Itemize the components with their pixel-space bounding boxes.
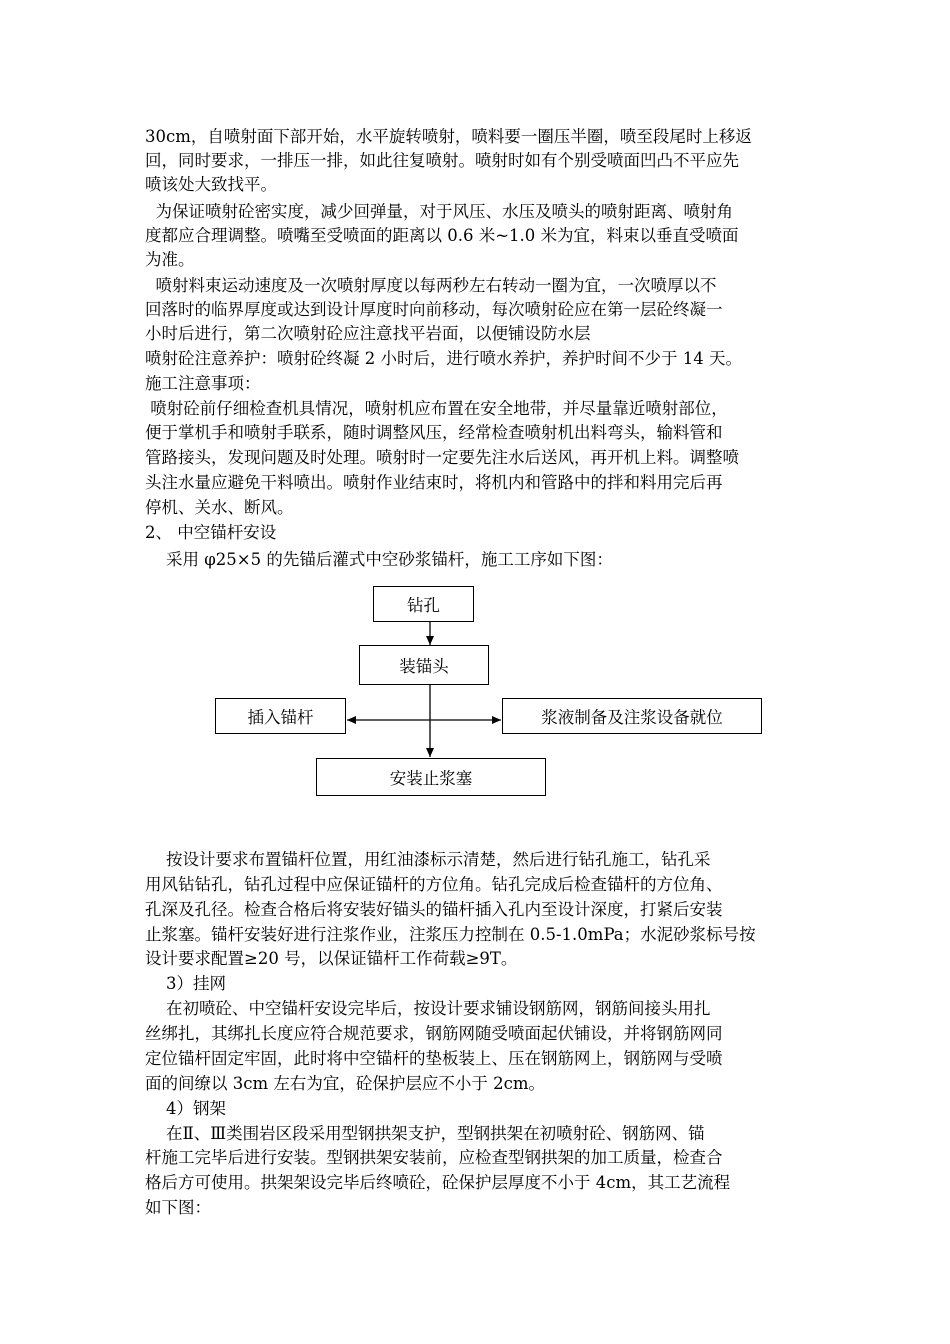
- text-line: 面的间缭以 3cm 左右为宜，砼保护层应不小于 2cm。: [145, 1074, 546, 1093]
- flow-step-insert-anchor: 插入锚杆: [215, 698, 346, 734]
- text-line: 止浆塞。锚杆安装好进行注浆作业，注浆压力控制在 0.5-1.0mPa；水泥砂浆标号按: [145, 925, 756, 944]
- flow-step-install-stopper: 安装止浆塞: [316, 758, 546, 796]
- text-line: 为准。: [145, 250, 195, 269]
- text-line: 停机、关水、断风。: [145, 498, 294, 517]
- flow-step-drill: 钻孔: [373, 586, 474, 622]
- text-line: 回落时的临界厚度或达到设计厚度时向前移动，每次喷射砼应在第一层砼终凝一: [145, 300, 723, 319]
- text-line: 喷该处大致找平。: [145, 175, 277, 194]
- text-line: 在初喷砼、中空锚杆安设完毕后，按设计要求铺设钢筋网，钢筋间接头用扎: [145, 999, 711, 1018]
- flow-step-grout-prep: 浆液制备及注浆设备就位: [502, 698, 762, 734]
- text-line: 度都应合理调整。喷嘴至受喷面的距离以 0.6 米~1.0 米为宜，料束以垂直受喷面: [145, 226, 739, 245]
- text-line: 便于掌机手和喷射手联系，随时调整风压，经常检查喷射机出料弯头，输料管和: [145, 423, 723, 442]
- section-heading-mesh: 3）挂网: [145, 974, 226, 993]
- section-heading-anchor-install: 2、 中空锚杆安设: [145, 523, 277, 542]
- text-line: 回，同时要求，一排压一排，如此往复喷射。喷射时如有个别受喷面凹凸不平应先: [145, 151, 739, 170]
- text-line: 孔深及孔径。检查合格后将安装好锚头的锚杆插入孔内至设计深度，打紧后安装: [145, 900, 723, 919]
- text-line: 在Ⅱ、Ⅲ类围岩区段采用型钢拱架支护，型钢拱架在初喷射砼、钢筋网、锚: [145, 1124, 705, 1143]
- text-line: 喷射砼注意养护：喷射砼终凝 2 小时后，进行喷水养护，养护时间不少于 14 天。: [145, 349, 742, 368]
- flow-step-install-head: 装锚头: [359, 645, 489, 685]
- text-line: 用风钻钻孔，钻孔过程中应保证锚杆的方位角。钻孔完成后检查锚杆的方位角、: [145, 875, 723, 894]
- text-line: 头注水量应避免干料喷出。喷射作业结束时，将机内和管路中的拌和料用完后再: [145, 473, 723, 492]
- text-line: 施工注意事项：: [145, 374, 261, 393]
- section-intro: 采用 φ25×5 的先锚后灌式中空砂浆锚杆，施工工序如下图：: [145, 550, 613, 569]
- text-line: 喷射料束运动速度及一次喷射厚度以每两秒左右转动一圈为宜，一次喷厚以不: [145, 276, 717, 295]
- text-line: 30cm，自喷射面下部开始，水平旋转喷射，喷料要一圈压半圈，喷至段尾时上移返: [145, 127, 752, 146]
- text-line: 为保证喷射砼密实度，减少回弹量，对于风压、水压及喷头的喷射距离、喷射角: [145, 202, 733, 221]
- text-line: 定位锚杆固定牢固，此时将中空锚杆的垫板装上、压在钢筋网上，钢筋网与受喷: [145, 1049, 723, 1068]
- text-line: 格后方可使用。拱架架设完毕后终喷砼，砼保护层厚度不小于 4cm，其工艺流程: [145, 1173, 731, 1192]
- text-line: 管路接头，发现问题及时处理。喷射时一定要先注水后送风，再开机上料。调整喷: [145, 448, 739, 467]
- text-line: 如下图：: [145, 1198, 211, 1217]
- section-heading-steel-frame: 4）钢架: [145, 1099, 226, 1118]
- text-line: 设计要求配置≥20 号，以保证锚杆工作荷载≥9T。: [145, 949, 518, 968]
- text-line: 小时后进行，第二次喷射砼应注意找平岩面，以便铺设防水层: [145, 324, 591, 343]
- text-line: 杆施工完毕后进行安装。型钢拱架安装前，应检查型钢拱架的加工质量，检查合: [145, 1148, 723, 1167]
- text-line: 按设计要求布置锚杆位置，用红油漆标示清楚，然后进行钻孔施工，钻孔采: [145, 850, 711, 869]
- text-line: 丝绑扎，其绑扎长度应符合规范要求，钢筋网随受喷面起伏铺设，并将钢筋网同: [145, 1024, 723, 1043]
- text-line: 喷射砼前仔细检查机具情况，喷射机应布置在安全地带，并尽量靠近喷射部位，: [145, 399, 728, 418]
